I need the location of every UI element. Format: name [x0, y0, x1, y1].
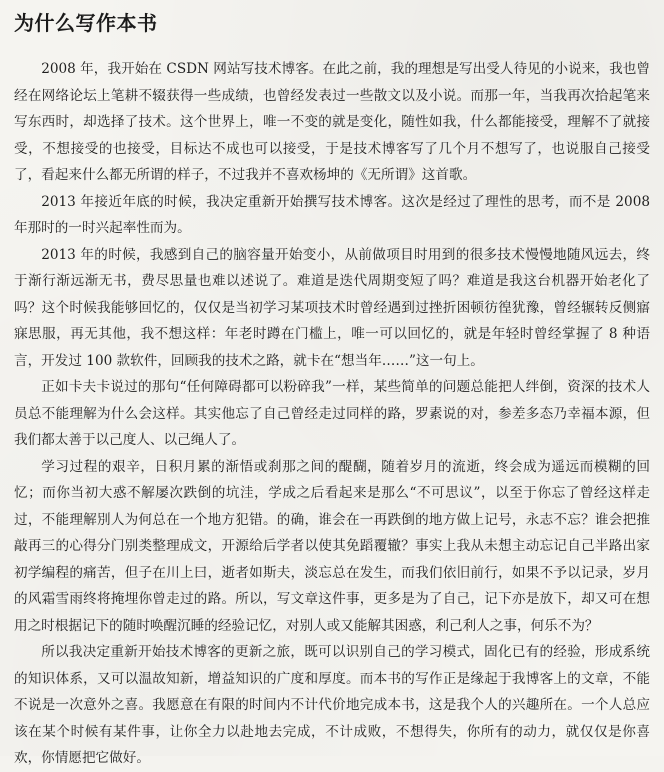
paragraph-1: 2008 年，我开始在 CSDN 网站写技术博客。在此之前，我的理想是写出受人待见的小说来，我也曾经在网络论坛上笔耕不辍获得一些成绩，也曾经发表过一些散文以及小说。而那一年，当我再次拾起笔来写东西时，却选择了技术。这个世界上，唯一不变的就是变化，随性如我，什么都能接受，理解不了就接受，不想接受的也接受，目标达不成也可以接受，于是技术博客写了几个月不想写了，也说服自己接受了，看起来什么都无所谓的样子，不过我并不喜欢杨坤的《无所谓》这首歌。	[14, 61, 650, 183]
paragraph-3: 2013 年的时候，我感到自己的脑容量开始变小，从前做项目时用到的很多技术慢慢地随风远去，终于渐行渐远渐无书，费尽思量也难以述说了。难道是迭代周期变短了吗？难道是我这台机器开始老化了吗？这个时候我能够回忆的，仅仅是当初学习某项技术时曾经遇到过挫折困顿彷徨犹豫，曾经辗转反侧寤寐思服，再无其他，我不想这样：年老时蹲在门槛上，唯一可以回忆的，就是年轻时曾经掌握了 8 种语言，开发过 100 款软件，回顾我的技术之路，就卡在“想当年……”这一句上。	[14, 246, 650, 369]
body-text	[14, 56, 650, 772]
paragraph-5: 学习过程的艰辛，日积月累的渐悟或刹那之间的醍醐，随着岁月的流逝，终会成为遥远而模糊的回忆；而你当初大惑不解屡次跌倒的坑洼，学成之后看起来是那么“不可思议”，以至于你忘了曾经这样走过，不能理解別人为何总在一个地方犯错。的确，谁会在一再跌倒的地方做上记号，永志不忘？谁会把推敲再三的心得分门别类整理成文，开源给后学者以使其免蹈覆辙？事实上我从未想主动忘记自己半路出家初学编程的痛苦，但子在川上曰，逝者如斯夫，淡忘总在发生，而我们依旧前行，如果不予以记录，岁月的风霜雪雨终将掩埋你曾走过的路。所以，写文章这件事，更多是为了自己，记下亦是放下，却又可在想用之时根据记下的随时唤醒沉睡的经验记忆，对别人或又能解其困惑，利己利人之事，何乐不为？	[14, 458, 650, 634]
section-title: 为什么写作本书	[14, 11, 158, 35]
paragraph-6: 所以我决定重新开始技术博客的更新之旅，既可以识别自己的学习模式，固化已有的经验，形成系统的知识体系，又可以温故知新，增益知识的广度和厚度。而本书的写作正是缘起于我博客上的文章，不能不说是一次意外之喜。我愿意在有限的时间内不计代价地完成本书，这是我个人的兴趣所在。一个人总应该在某个时候有某件事，让你全力以赴地去完成，不计成败，不想得失，你所有的动力，就仅仅是你喜欢，你情愿把它做好。	[14, 644, 650, 766]
paragraph-2: 2013 年接近年底的时候，我决定重新开始撰写技术博客。这次是经过了理性的思考，而不是 2008 年那时的一时兴起率性而为。	[14, 193, 650, 236]
paragraph-4: 正如卡夫卡说过的那句“任何障碍都可以粉碎我”一样，某些简单的问题总能把人绊倒，资深的技术人员总不能理解为什么会这样。其实他忘了自己曾经走过同样的路，罗素说的对，参差多态乃幸福本源，但我们都太善于以己度人、以己绳人了。	[14, 379, 650, 448]
